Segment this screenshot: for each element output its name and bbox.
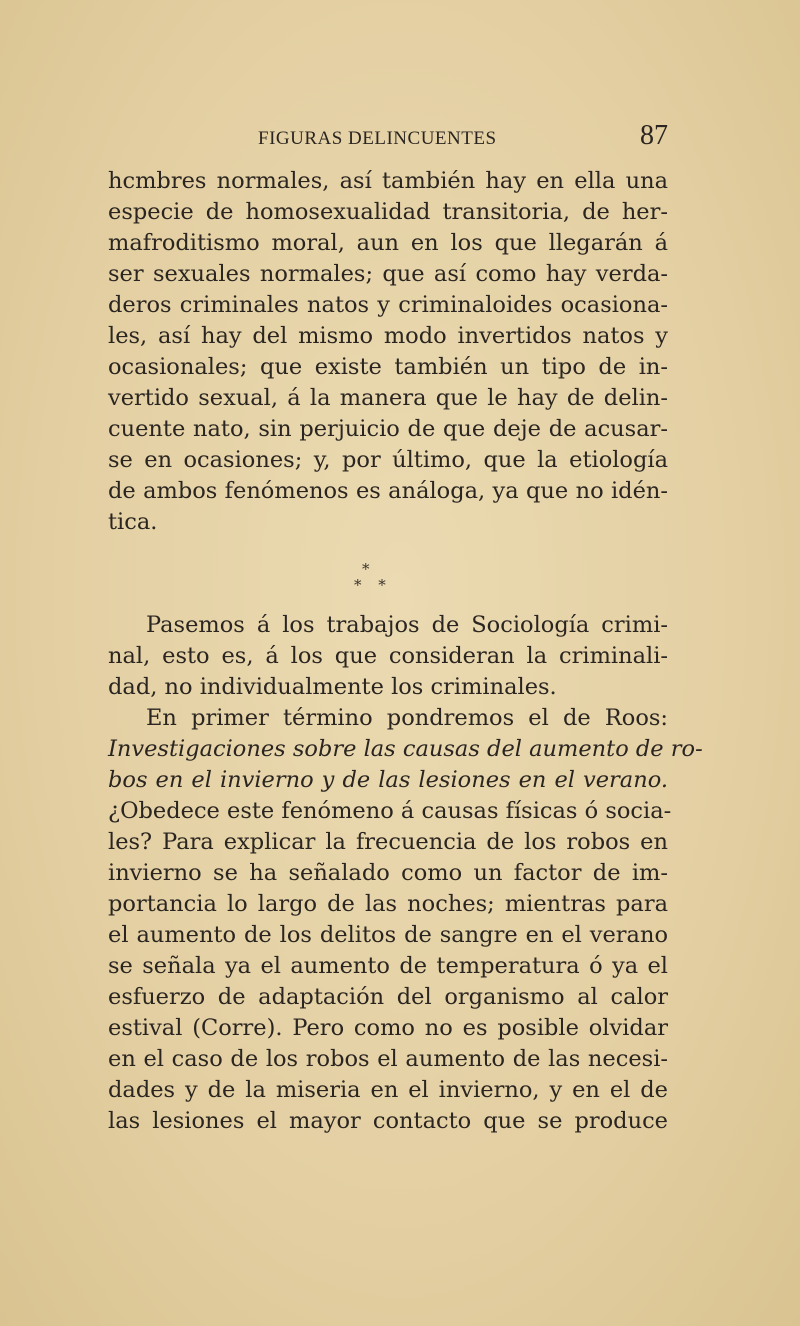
paragraph-3 (108, 703, 703, 1137)
text-line: ser sexuales normales; que así como hay verda- (108, 261, 668, 287)
text-line: dad, no individualmente los criminales. (108, 674, 557, 700)
text-line: vertido sexual, á la manera que le hay de delin- (108, 385, 668, 411)
text-line: les? Para explicar la frecuencia de los robos en (108, 829, 668, 855)
text-line: especie de homosexualidad transitoria, de her- (108, 199, 668, 225)
paragraph-2 (108, 610, 668, 703)
text-line: tica. (108, 509, 158, 535)
text-line: el aumento de los delitos de sangre en el verano (108, 922, 668, 948)
asterism-bottom: * * (354, 576, 392, 594)
text-line: esfuerzo de adaptación del organismo al calor (108, 984, 668, 1010)
text-line: En primer término pondremos el de Roos: (146, 705, 668, 731)
body-text (108, 166, 703, 1137)
text-line: Pasemos á los trabajos de Sociología crimi- (146, 612, 668, 638)
text-line: estival (Corre). Pero como no es posible olvidar (108, 1015, 668, 1041)
text-line: se en ocasiones; y, por último, que la etiología (108, 447, 668, 473)
text-line: en el caso de los robos el aumento de las necesi- (108, 1046, 668, 1072)
text-line: invierno se ha señalado como un factor de im- (108, 860, 668, 886)
text-line: se señala ya el aumento de temperatura ó ya el (108, 953, 668, 979)
text-line: les, así hay del mismo modo invertidos natos y (108, 323, 668, 349)
text-line: mafroditismo moral, aun en los que llegarán á (108, 230, 668, 256)
page-number: 87 (640, 120, 668, 151)
text-line: portancia lo largo de las noches; mientras para (108, 891, 668, 917)
text-line: nal, esto es, á los que consideran la criminali- (108, 643, 668, 669)
text-line: ¿Obedece este fenómeno á causas físicas ó socia- (108, 798, 672, 824)
book-title-line: Investigaciones sobre las causas del aumento de ro- (108, 736, 703, 762)
book-title-line: bos en el invierno y de las lesiones en el verano. (108, 767, 668, 793)
text-line: cuente nato, sin perjuicio de que deje de acusar- (108, 416, 668, 442)
asterism-top: * (362, 560, 370, 578)
text-line: de ambos fenómenos es análoga, ya que no idén- (108, 478, 668, 504)
text-line: hcmbres normales, así también hay en ella una (108, 168, 668, 194)
text-line: las lesiones el mayor contacto que se produce (108, 1108, 668, 1134)
text-line: ocasionales; que existe también un tipo de in- (108, 354, 668, 380)
paragraph-1 (108, 166, 668, 538)
running-head: FIGURAS DELINCUENTES (258, 128, 497, 149)
text-line: deros criminales natos y criminaloides ocasiona- (108, 292, 668, 318)
page-header (108, 120, 668, 156)
section-asterism (108, 538, 668, 610)
text-line: dades y de la miseria en el invierno, y en el de (108, 1077, 668, 1103)
